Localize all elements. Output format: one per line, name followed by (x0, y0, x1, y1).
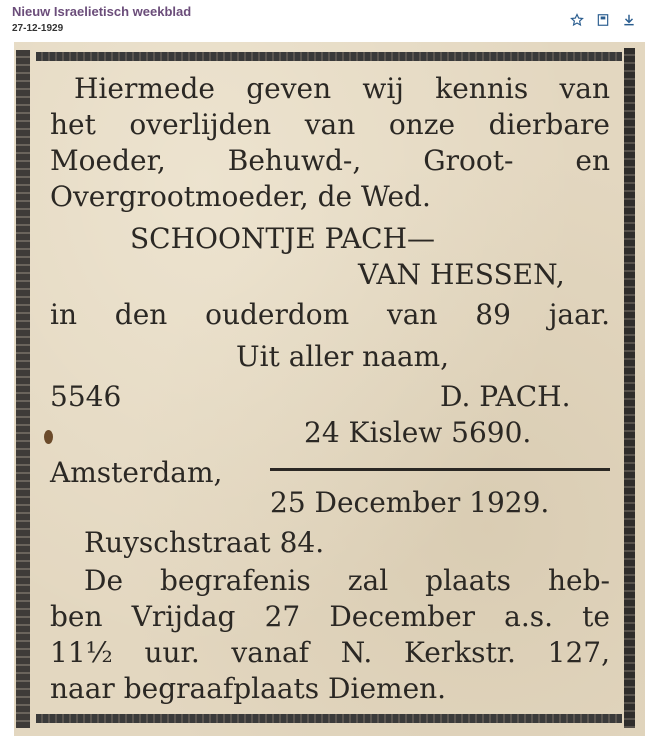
deceased-name-line-1: SCHOONTJE PACH— (130, 222, 436, 255)
hebrew-date: 24 Kislew 5690. (304, 416, 532, 449)
newspaper-clipping (14, 42, 645, 736)
place: Amsterdam, (50, 456, 223, 489)
border-rule-right (624, 48, 635, 728)
star-icon (570, 13, 584, 27)
clipping-line: Overgrootmoeder, de Wed. (50, 180, 431, 213)
clipping-line: ben Vrijdag 27 December a.s. te (50, 600, 610, 633)
advert-number: 5546 (50, 380, 122, 413)
clipping-line: Hiermede geven wij kennis van (74, 72, 610, 105)
download-button[interactable] (621, 12, 637, 28)
deceased-name-line-2: VAN HESSEN, (358, 258, 565, 291)
border-rule-top (36, 52, 622, 61)
publication-title[interactable]: Nieuw Israelietisch weekblad (12, 4, 192, 19)
favorite-button[interactable] (569, 12, 585, 28)
clipping-line: Moeder, Behuwd-, Groot- en (50, 144, 610, 177)
header (12, 4, 637, 38)
clipping-line: in den ouderdom van 89 jaar. (50, 298, 610, 331)
divider-rule (270, 468, 610, 471)
clipping-line: het overlijden van onze dierbare (50, 108, 610, 141)
border-rule-bottom (36, 714, 622, 723)
clipping-line: naar begraafplaats Diemen. (50, 672, 447, 705)
download-icon (622, 13, 636, 27)
save-icon (596, 13, 610, 27)
address: Ruyschstraat 84. (84, 526, 325, 559)
signatory: D. PACH. (440, 380, 571, 413)
ink-stain (44, 430, 53, 444)
publication-date: 27-12-1929 (12, 23, 64, 34)
border-rule-left (16, 50, 30, 728)
clipping-line: De begrafenis zal plaats heb- (84, 564, 610, 597)
toolbar (569, 12, 637, 28)
clipping-line: 11½ uur. vanaf N. Kerkstr. 127, (50, 636, 610, 669)
civil-date: 25 December 1929. (270, 486, 550, 519)
save-button[interactable] (595, 12, 611, 28)
clipping-line: Uit aller naam, (236, 340, 450, 373)
